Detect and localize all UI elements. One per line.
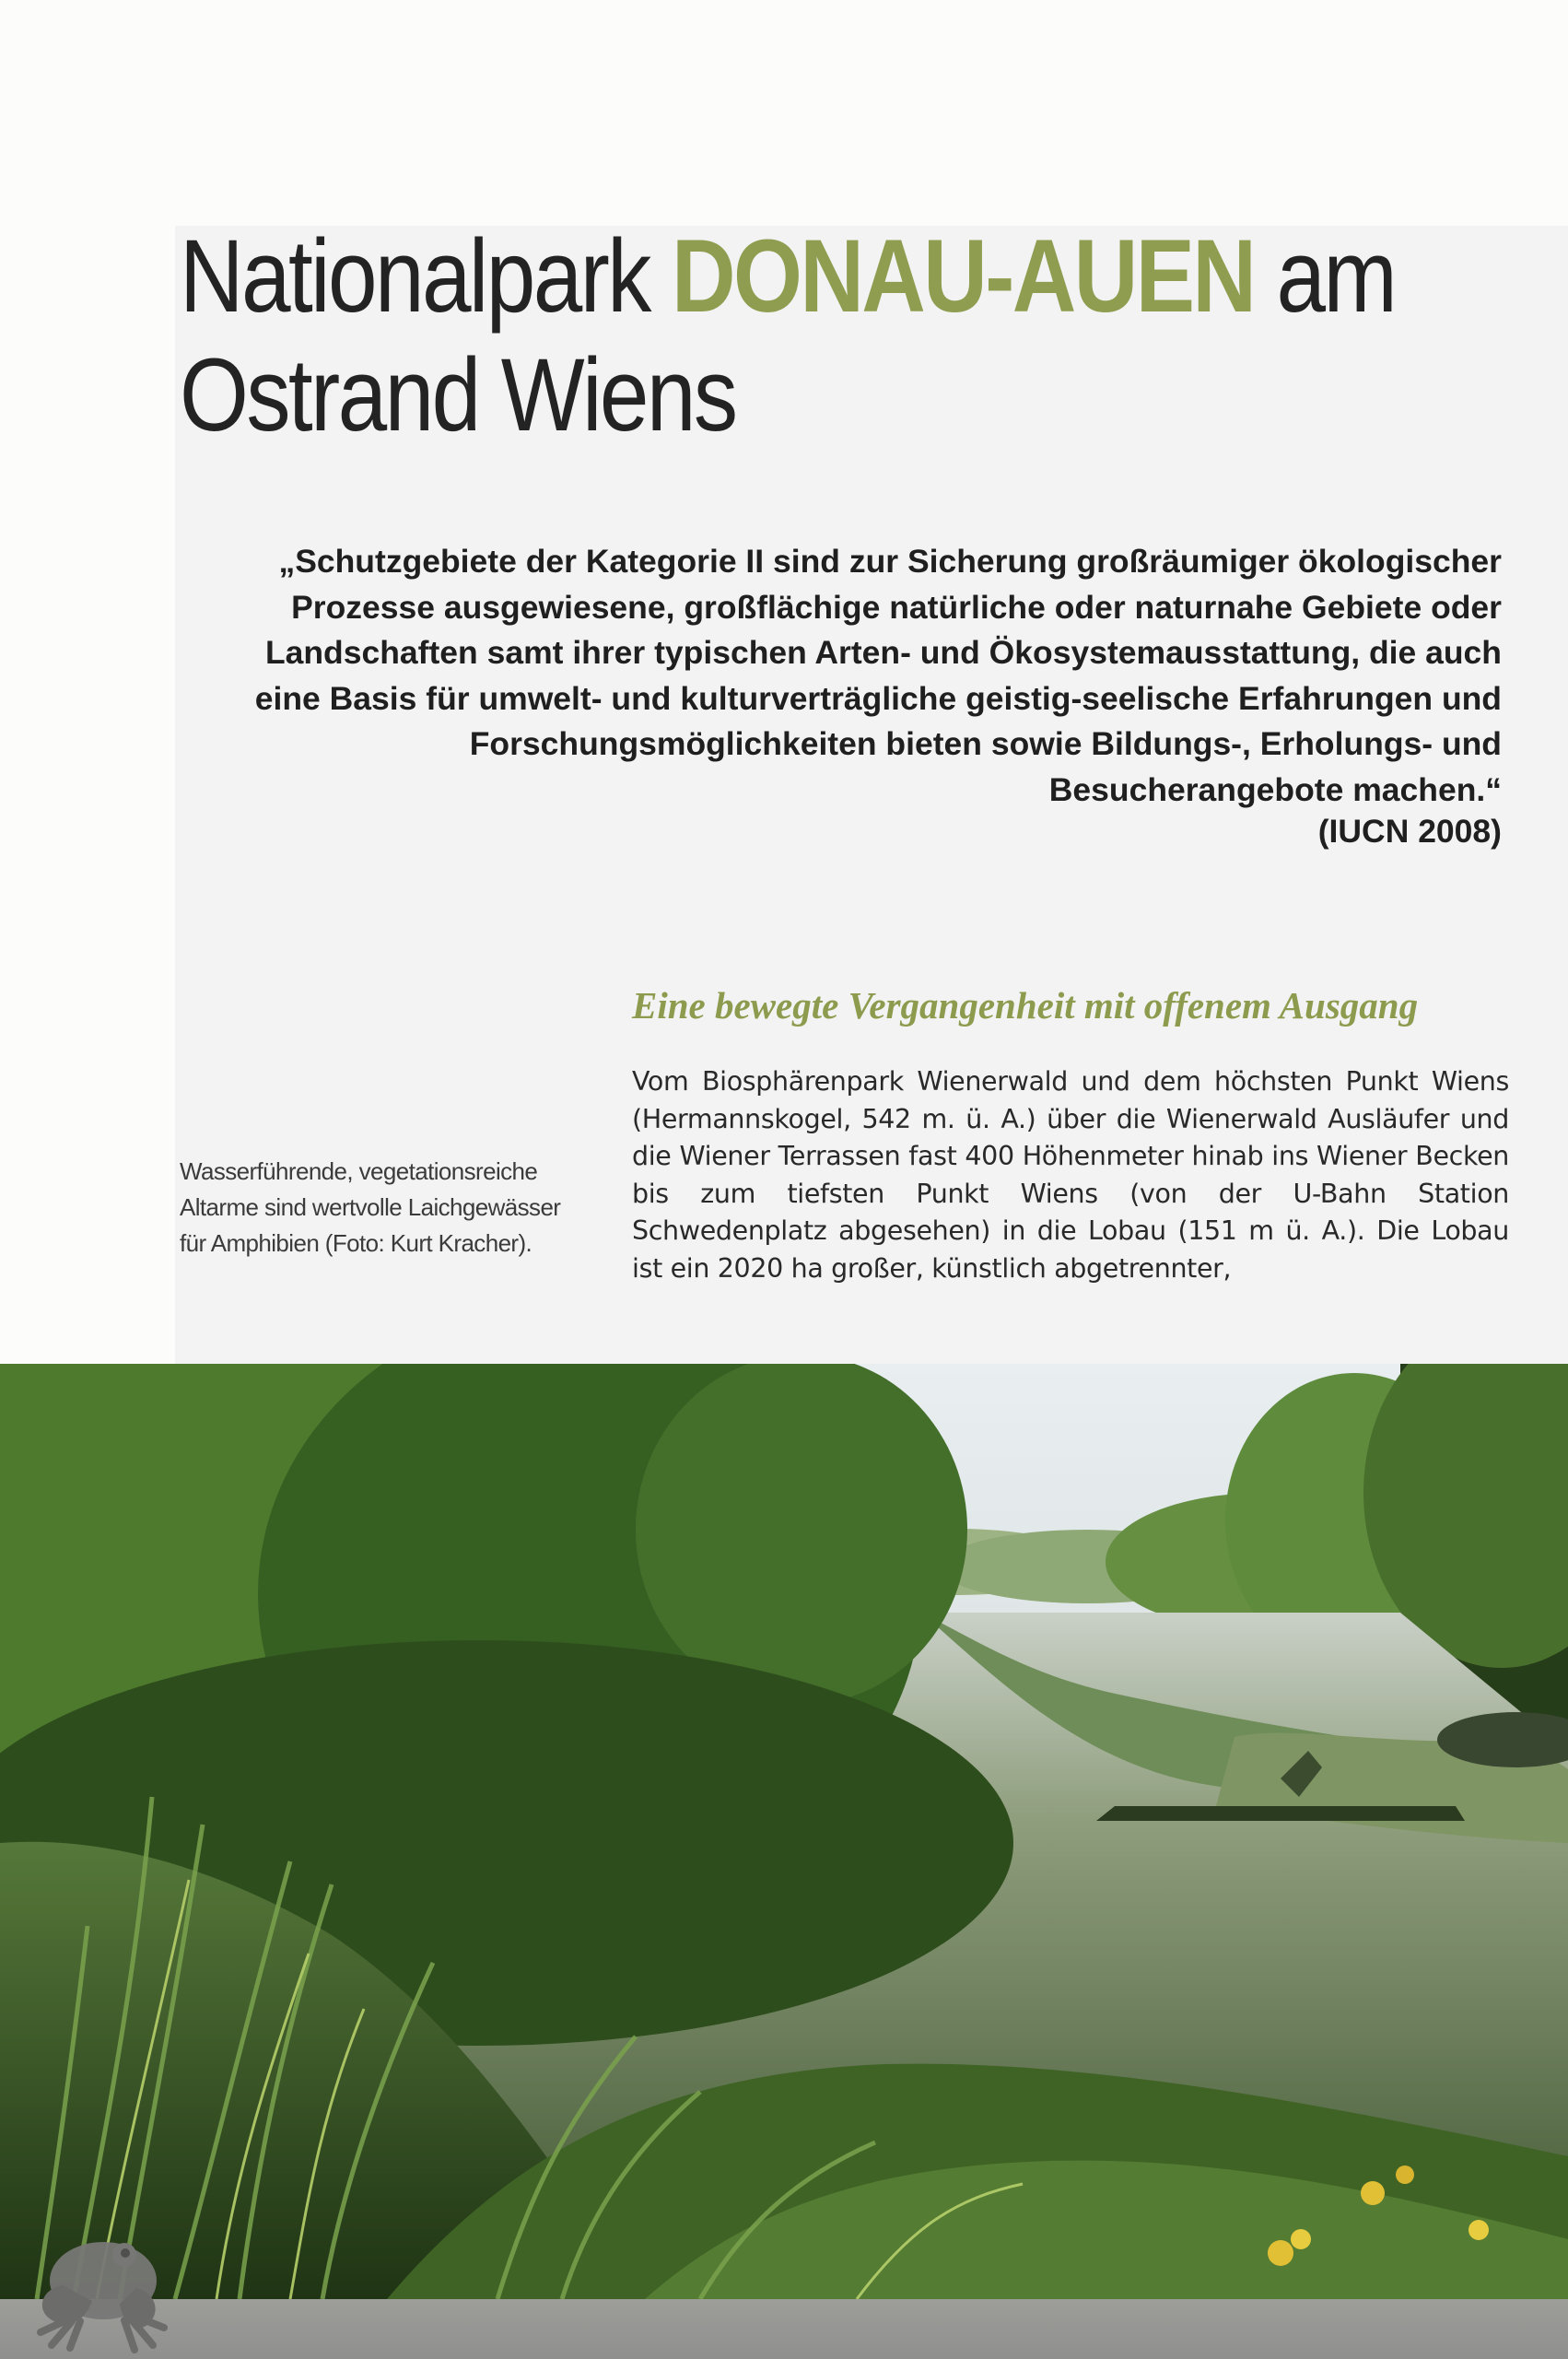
wetland-photo — [0, 1364, 1568, 2299]
title-accent: DONAU-AUEN — [671, 218, 1255, 334]
title-part-1: Nationalpark — [180, 218, 672, 334]
quote-source: (IUCN 2008) — [1317, 813, 1502, 850]
page-title — [180, 217, 1396, 454]
photo-caption: Wasserführende, vegetationsreiche Altarme sind wertvolle Laichgewässer für Amphibien (Foto: Kurt Kracher). — [180, 1157, 561, 1257]
article-body: Vom Biosphärenpark Wienerwald und dem höchsten Punkt Wiens (Hermannskogel, 542 m. ü. A.) über die Wienerwald Ausläufer und die Wiener Terrassen fast 400 Höhenmeter hinab ins Wiener Becken bis zum tiefsten Punkt Wiens (von der U-Bahn Station Schwedenplatz abgesehen) in die Lobau (151 m ü. A.). Die Lobau ist ein 2020 ha großer, künstlich abgetrennter, — [632, 1066, 1509, 1284]
frog-icon — [28, 2216, 175, 2354]
title-line-2: Ostrand Wiens — [180, 337, 736, 452]
title-part-2: am — [1254, 218, 1396, 334]
section-heading: Eine bewegte Vergangenheit mit offenem Ausgang — [632, 984, 1419, 1027]
wetland-landscape-image — [0, 1364, 1568, 2299]
footer-strip — [0, 2299, 1568, 2359]
iucn-quote: „Schutzgebiete der Kategorie II sind zur Sicherung großräumiger ökologischer Prozesse ausgewiesene, großflächige natürliche oder naturnahe Gebiete oder Landschaften samt ihrer typischen Arten- und Ökosystemausstattung, die auch eine Basis für umwelt- und kulturverträgliche geistig-seelische Erfahrungen und Forschungsmöglichkeiten bieten sowie Bildungs-, Erholungs- und Besucherangebote machen.“ — [254, 543, 1502, 808]
